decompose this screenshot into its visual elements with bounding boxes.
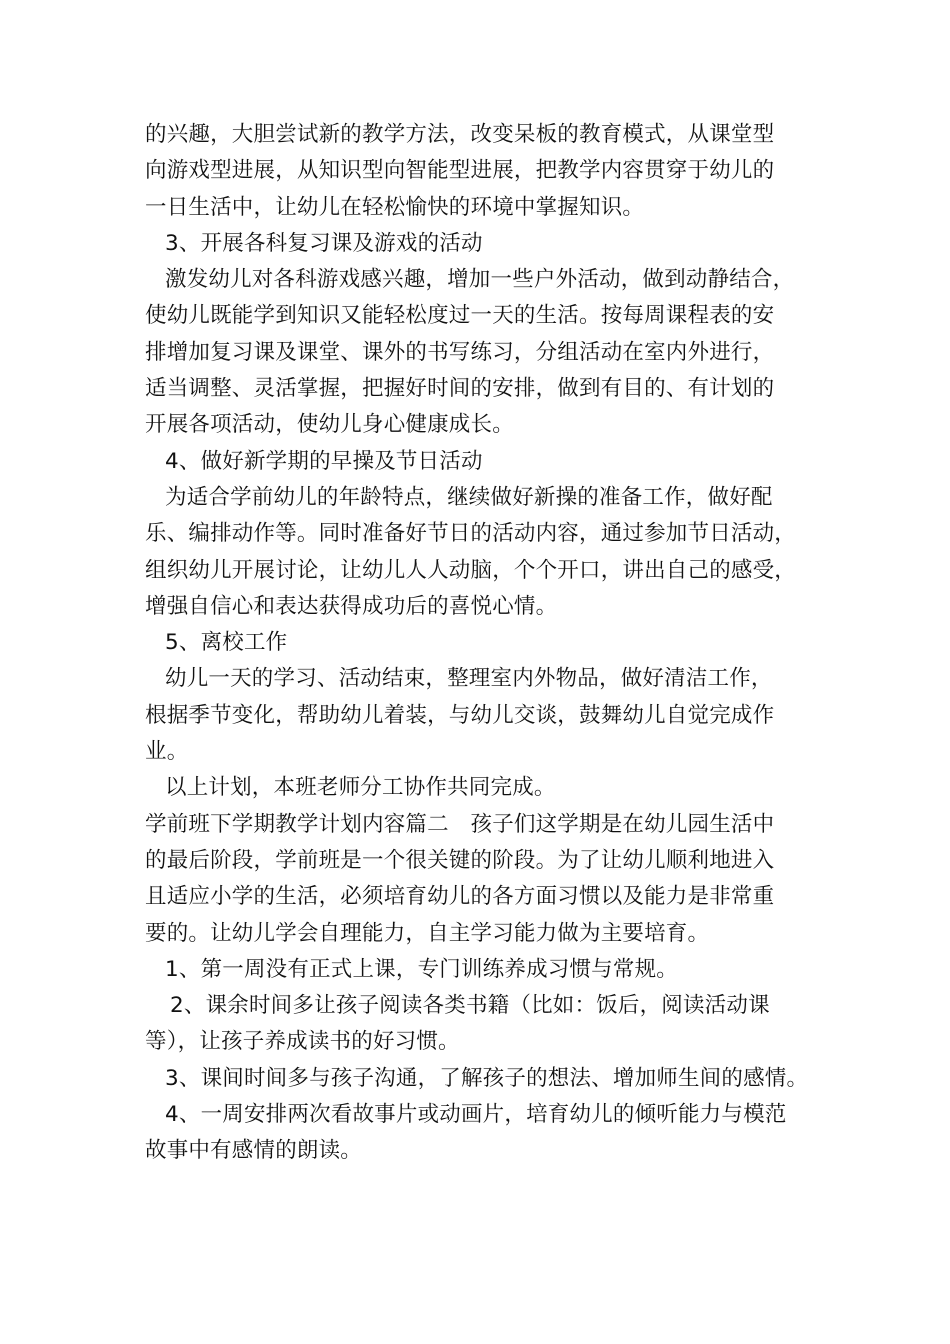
section-heading-3: 3、开展各科复习课及游戏的活动 bbox=[165, 230, 483, 256]
text-line: 组织幼儿开展讨论，让幼儿人人动脑，个个开口，讲出自己的感受， bbox=[145, 557, 797, 583]
text-line: 等），让孩子养成读书的好习惯。 bbox=[145, 1029, 460, 1055]
list-item-3: 3、课间时间多与孩子沟通，了解孩子的想法、增加师生间的感情。 bbox=[165, 1065, 809, 1091]
text-line: 激发幼儿对各科游戏感兴趣，增加一些户外活动，做到动静结合， bbox=[165, 267, 795, 293]
text-line: 且适应小学的生活，必须培育幼儿的各方面习惯以及能力是非常重 bbox=[145, 884, 775, 910]
text-line: 根据季节变化，帮助幼儿着装，与幼儿交谈，鼓舞幼儿自觉完成作 bbox=[145, 702, 775, 728]
text-line: 向游戏型进展，从知识型向智能型进展，把教学内容贯穿于幼儿的 bbox=[145, 158, 775, 184]
text-line: 开展各项活动，使幼儿身心健康成长。 bbox=[145, 412, 514, 438]
text-line: 为适合学前幼儿的年龄特点，继续做好新操的准备工作，做好配 bbox=[165, 484, 773, 510]
text-line: 使幼儿既能学到知识又能轻松度过一天的生活。按每周课程表的安 bbox=[145, 303, 775, 329]
list-item-4: 4、一周安排两次看故事片或动画片，培育幼儿的倾听能力与模范 bbox=[165, 1102, 787, 1128]
text-line: 要的。让幼儿学会自理能力，自主学习能力做为主要培育。 bbox=[145, 920, 710, 946]
text-line: 幼儿一天的学习、活动结束，整理室内外物品，做好清洁工作， bbox=[165, 666, 773, 692]
text-line: 故事中有感情的朗读。 bbox=[145, 1138, 363, 1164]
text-line: 的兴趣，大胆尝试新的教学方法，改变呆板的教育模式，从课堂型 bbox=[145, 122, 775, 147]
text-line: 乐、编排动作等。同时准备好节日的活动内容，通过参加节日活动， bbox=[145, 521, 797, 547]
text-line: 业。 bbox=[145, 739, 189, 765]
section-heading-5: 5、离校工作 bbox=[165, 630, 288, 656]
list-item-1: 1、第一周没有正式上课，专门训练养成习惯与常规。 bbox=[165, 956, 678, 982]
list-item-2: 2、课余时间多让孩子阅读各类书籍（比如：饭后，阅读活动课 bbox=[170, 993, 770, 1019]
text-line: 增强自信心和表达获得成功后的喜悦心情。 bbox=[145, 593, 558, 619]
section-title-part-two: 学前班下学期教学计划内容篇二 孩子们这学期是在幼儿园生活中 bbox=[145, 811, 775, 837]
text-line: 以上计划，本班老师分工协作共同完成。 bbox=[165, 775, 556, 801]
section-heading-4: 4、做好新学期的早操及节日活动 bbox=[165, 448, 483, 474]
text-line: 一日生活中，让幼儿在轻松愉快的环境中掌握知识。 bbox=[145, 194, 645, 220]
text-line: 适当调整、灵活掌握，把握好时间的安排，做到有目的、有计划的 bbox=[145, 376, 775, 402]
text-line: 排增加复习课及课堂、课外的书写练习，分组活动在室内外进行， bbox=[145, 339, 775, 365]
document-body bbox=[145, 117, 825, 1170]
text-line: 的最后阶段，学前班是一个很关键的阶段。为了让幼儿顺利地进入 bbox=[145, 847, 775, 873]
